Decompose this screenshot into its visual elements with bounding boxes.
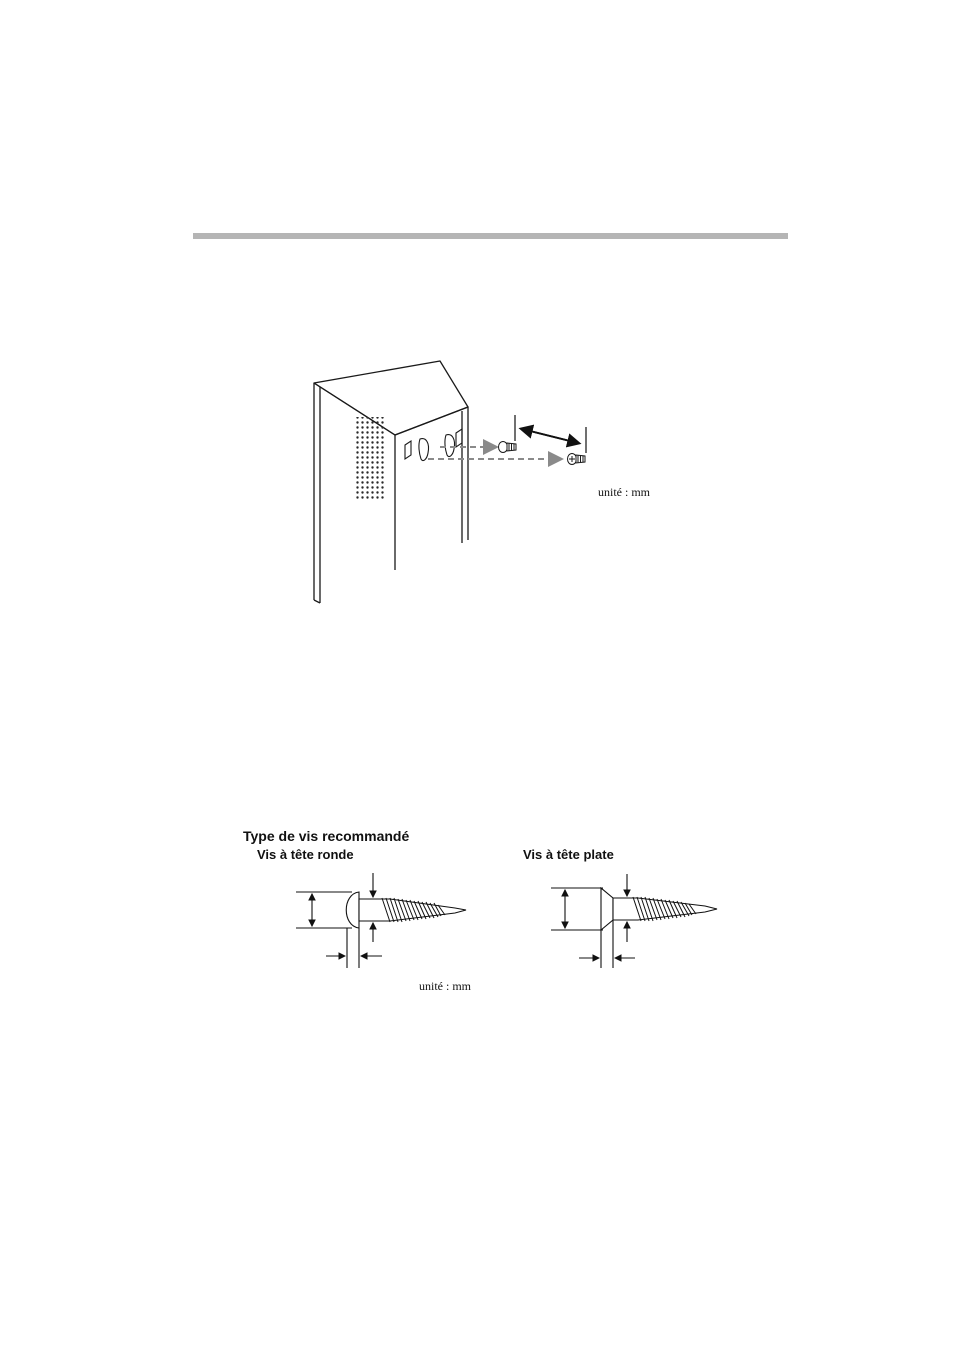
screw-icon — [499, 442, 517, 453]
speaker-wall-mount-illustration — [290, 355, 610, 615]
keyhole-slots — [405, 429, 462, 461]
speaker-grille — [356, 417, 386, 499]
unit-label-bottom: unité : mm — [419, 979, 471, 993]
screw-icon — [568, 454, 586, 465]
flat-head-screw-label: Vis à tête plate — [523, 847, 614, 862]
section-divider-rule — [193, 233, 788, 239]
screw-section-title: Type de vis recommandé — [243, 828, 410, 844]
dimension-line — [515, 415, 586, 453]
round-head-screw-label: Vis à tête ronde — [257, 847, 354, 862]
round-head-screw-diagram — [290, 870, 475, 975]
unit-label-top: unité : mm — [598, 485, 650, 499]
flat-head-screw-diagram — [545, 870, 725, 970]
